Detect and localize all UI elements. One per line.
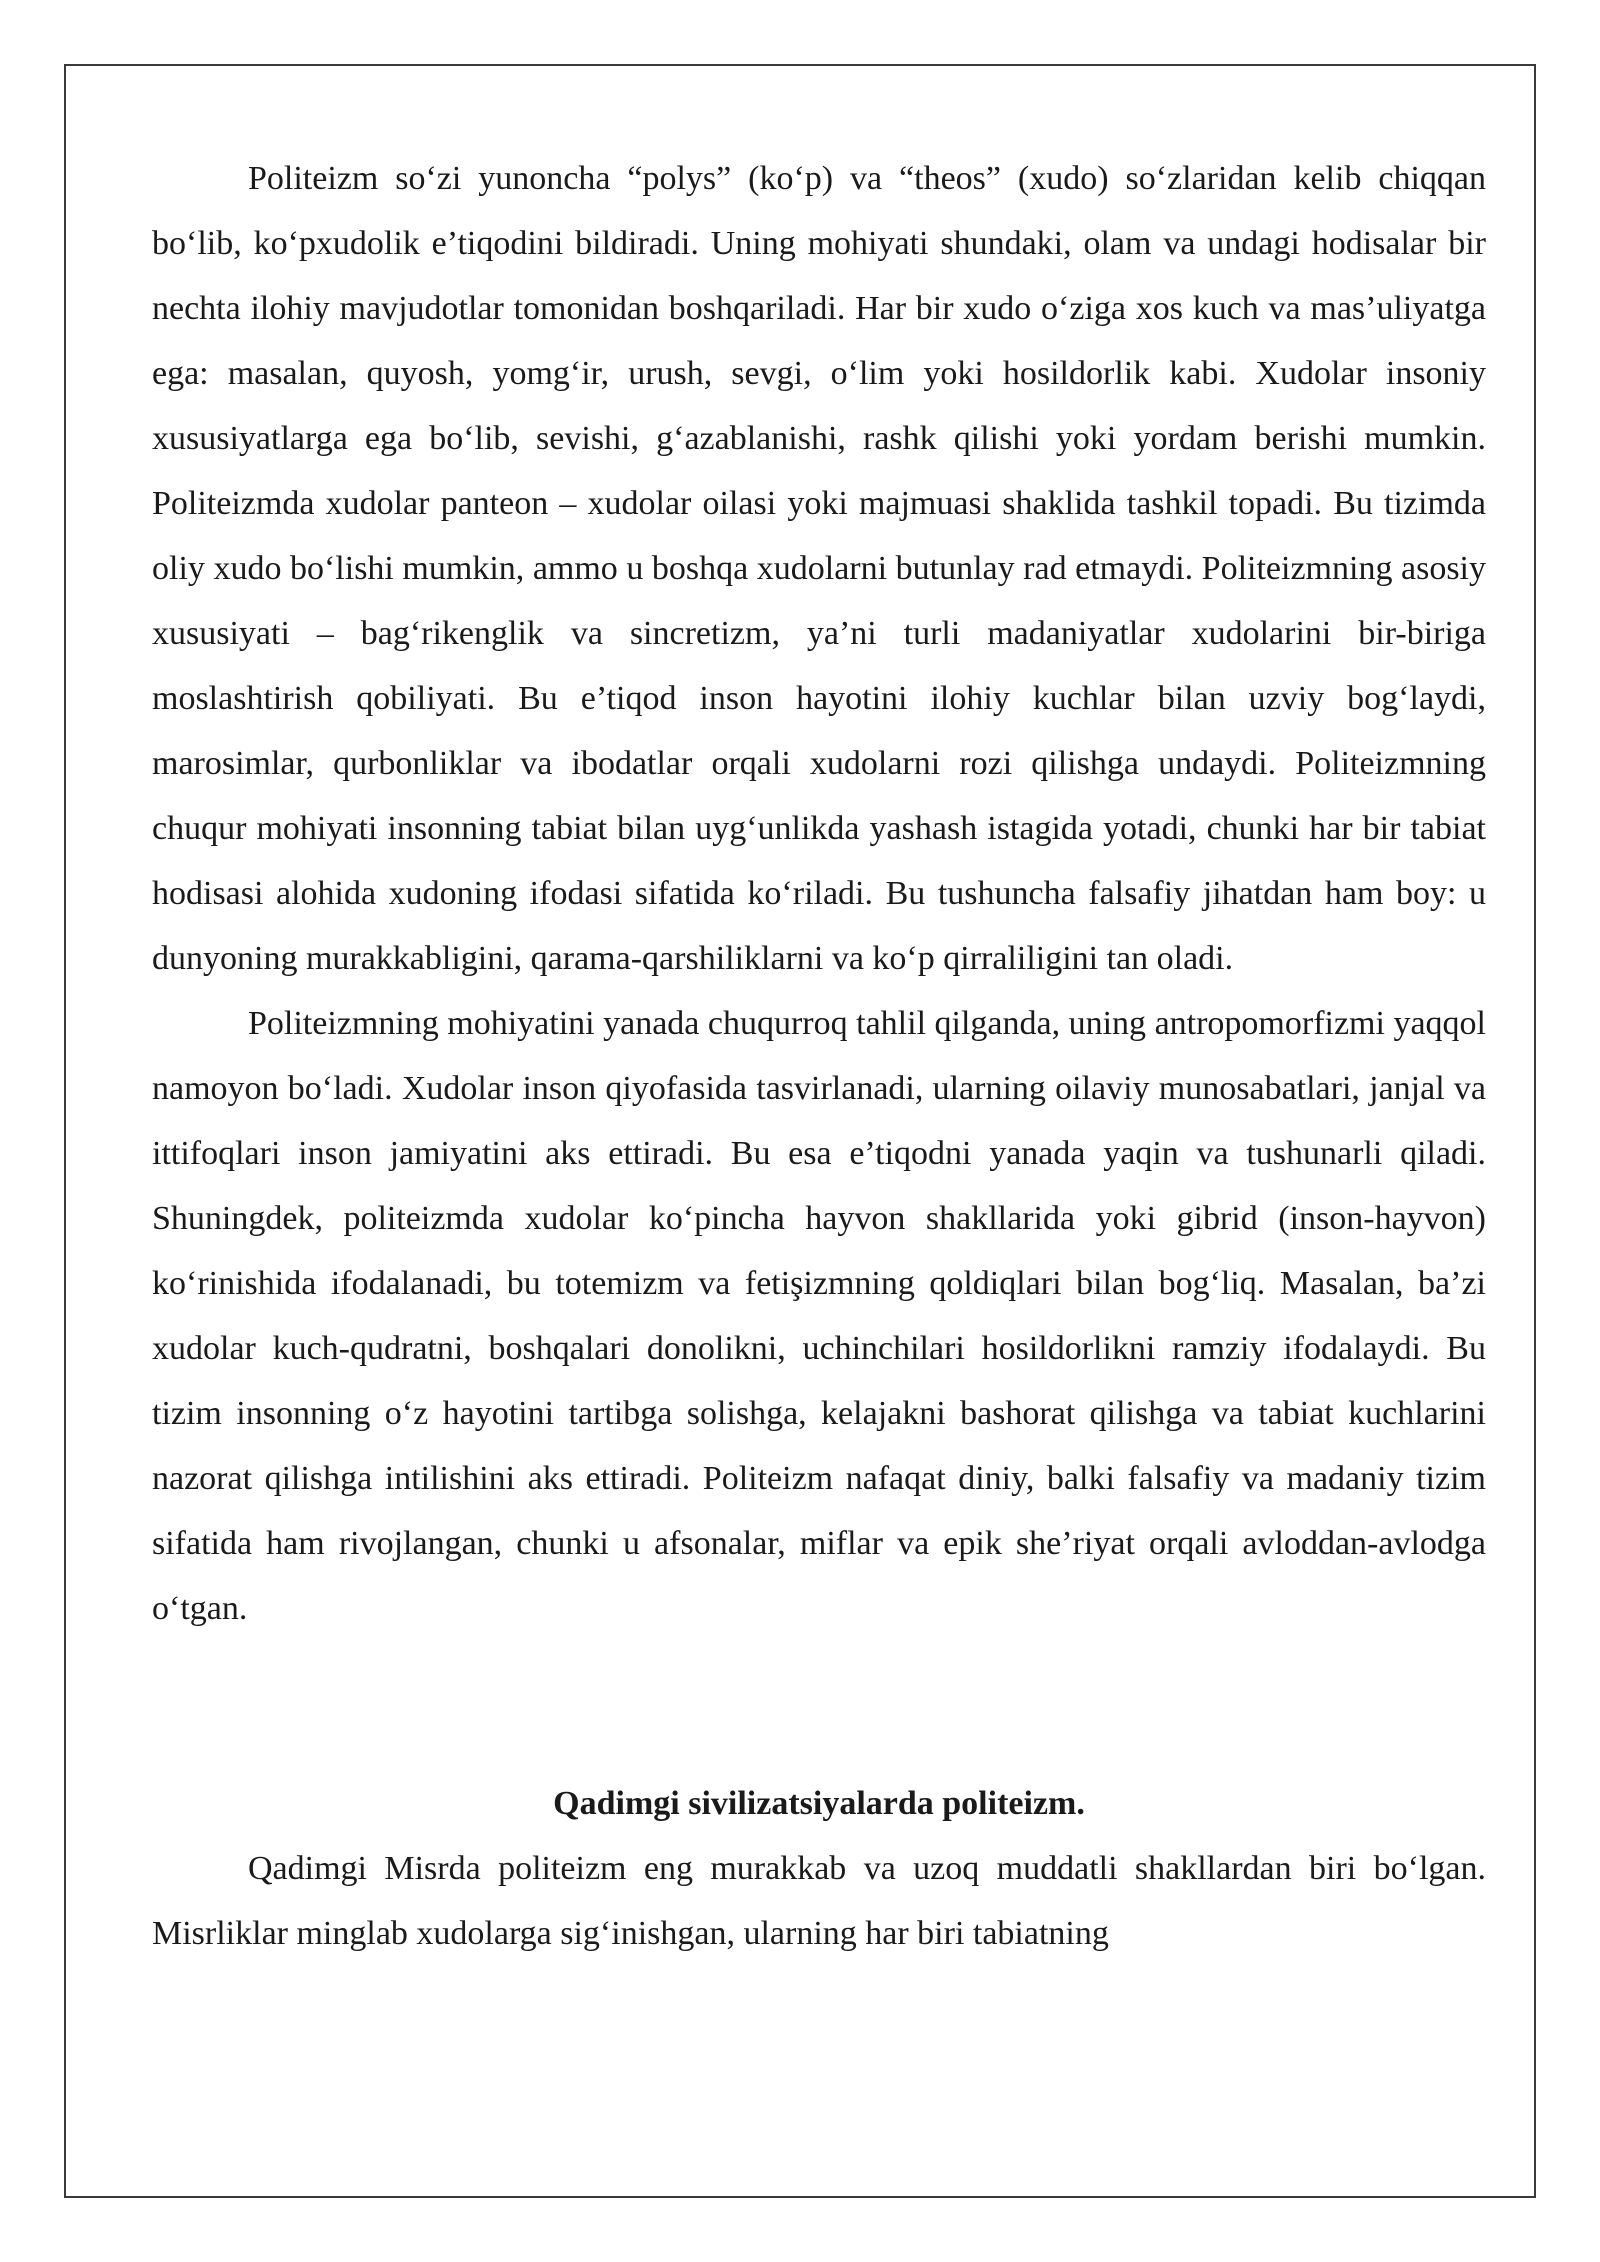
section-heading: Qadimgi sivilizatsiyalarda politeizm. [553,1785,1085,1822]
paragraph-egypt: Qadimgi Misrda politeizm eng murakkab va uzoq muddatli shakllardan biri bo‘lgan. Misrliklar minglab xudolarga sig‘inishgan, ularning har biri tabiatning [152,1850,1486,1952]
document-body [152,146,1486,1966]
paragraph-anthropomorphism: Politeizmning mohiyatini yanada chuqurroq tahlil qilganda, uning antropomorfizmi yaqqol namoyon bo‘ladi. Xudolar inson qiyofasida tasvirlanadi, ularning oilaviy munosabatlari, janjal va ittifoqlari inson jamiyatini aks ettiradi. Bu esa e’tiqodni yanada yaqin va tushunarli qiladi. Shuningdek, politeizmda xudolar ko‘pincha hayvon shakllarida yoki gibrid (inson-hayvon) ko‘rinishida ifodalanadi, bu totemizm va fetişizmning qoldiqlari bilan bog‘liq. Masalan, ba’zi xudolar kuch-qudratni, boshqalari donolikni, uchinchilari hosildorlikni ramziy ifodalaydi. Bu tizim insonning o‘z hayotini tartibga solishga, kelajakni bashorat qilishga va tabiat kuchlarini nazorat qilishga intilishini aks ettiradi. Politeizm nafaqat diniy, balki falsafiy va madaniy tizim sifatida ham rivojlangan, chunki u afsonalar, miflar va epik she’riyat orqali avloddan-avlodga o‘tgan. [152,1005,1486,1627]
paragraph-definition: Politeizm so‘zi yunoncha “polys” (ko‘p) va “theos” (xudo) so‘zlaridan kelib chiqqan bo‘lib, ko‘pxudolik e’tiqodini bildiradi. Uning mohiyati shundaki, olam va undagi hodisalar bir nechta ilohiy mavjudotlar tomonidan boshqariladi. Har bir xudo o‘ziga xos kuch va mas’uliyatga ega: masalan, quyosh, yomg‘ir, urush, sevgi, o‘lim yoki hosildorlik kabi. Xudolar insoniy xususiyatlarga ega bo‘lib, sevishi, g‘azablanishi, rashk qilishi yoki yordam berishi mumkin. Politeizmda xudolar panteon – xudolar oilasi yoki majmuasi shaklida tashkil topadi. Bu tizimda oliy xudo bo‘lishi mumkin, ammo u boshqa xudolarni butunlay rad etmaydi. Politeizmning asosiy xususiyati – bag‘rikenglik va sincretizm, ya’ni turli madaniyatlar xudolarini bir-biriga moslashtirish qobiliyati. Bu e’tiqod inson hayotini ilohiy kuchlar bilan uzviy bog‘laydi, marosimlar, qurbonliklar va ibodatlar orqali xudolarni rozi qilishga undaydi. Politeizmning chuqur mohiyati insonning tabiat bilan uyg‘unlikda yashash istagida yotadi, chunki har bir tabiat hodisasi alohida xudoning ifodasi sifatida ko‘riladi. Bu tushuncha falsafiy jihatdan ham boy: u dunyoning murakkabligini, qarama-qarshiliklarni va ko‘p qirraliligini tan oladi. [152,160,1486,977]
